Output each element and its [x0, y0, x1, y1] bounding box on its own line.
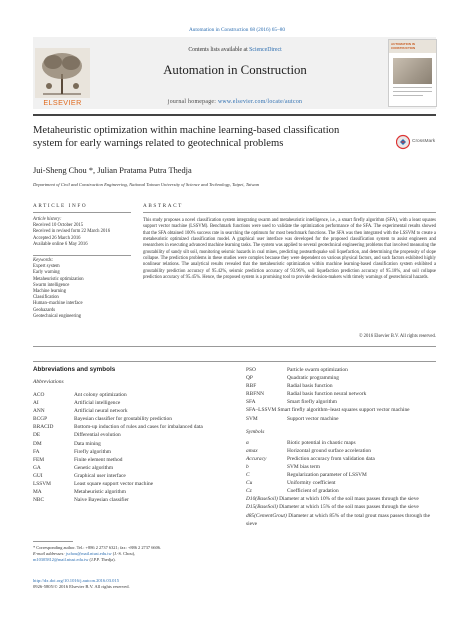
author-list: Jui-Sheng Chou *, Julian Pratama Putra Thedja	[33, 166, 192, 175]
abbreviation-entry: DM Data mining	[33, 440, 101, 447]
symbols-subheading: Symbols	[246, 428, 265, 435]
journal-reference[interactable]: Automation in Construction 68 (2016) 65–80	[188, 27, 286, 33]
contents-line: Contents lists available at ScienceDirect	[188, 47, 282, 53]
doi-link[interactable]: http://dx.doi.org/10.1016/j.autcon.2016.03.015	[33, 578, 120, 583]
header-rule	[33, 114, 436, 116]
abstract-heading: ABSTRACT	[143, 203, 183, 209]
abbreviation-entry: BCGP Bayesian classifier for groutability prediction	[33, 416, 172, 423]
abbreviation-entry: BRACID Bottom-up induction of rules and cases for imbalanced data	[33, 424, 203, 431]
keyword: Swarm intelligence	[33, 282, 70, 288]
sciencedirect-link[interactable]: ScienceDirect	[249, 47, 282, 53]
abbreviation-entry: DE Differential evolution	[33, 432, 121, 439]
footnote-rule	[33, 541, 73, 542]
abbreviation-entry: RBF Radial basis function	[246, 383, 333, 390]
publisher-name: ELSEVIER	[43, 98, 82, 107]
keyword: Classification	[33, 295, 59, 301]
email-link[interactable]: jschou@mail.ntust.edu.tw	[65, 551, 112, 556]
abbreviations-right-list	[246, 366, 436, 528]
keyword: Expert system	[33, 264, 60, 270]
cover-title: AUTOMATION IN CONSTRUCTION	[391, 42, 416, 50]
keyword: Geohazards	[33, 307, 56, 313]
elsevier-tree-logo	[35, 48, 90, 100]
symbol-entry: amax Horizontal ground surface acceleration	[246, 447, 371, 454]
keyword-list: Keywords: Expert system Early warning Metaheuristic optimization Swarm intelligence Machine learning Classification Human–machine interface Geohazards Geotechnical engineering	[33, 258, 133, 320]
abbreviation-entry: FEM Finite element method	[33, 456, 123, 463]
symbol-entry: b SVM bias term	[246, 463, 320, 470]
crossmark-label: CrossMark	[412, 139, 436, 144]
abbreviation-entry: QP Quadratic programming	[246, 375, 339, 382]
abbreviation-entry: RBFNN Radial basis function neural network	[246, 391, 367, 398]
corresponding-author-footnote: * Corresponding author. Tel.: +886 2 2737 6321; fax: +886 2 2737 6606. E-mail addresses: jschou@mail.ntust.edu.tw (J.-S. Chou), m10305812@mail.ntust.edu.tw (J.P.P. Thedja).	[33, 545, 162, 562]
abbreviation-entry: FA Firefly algorithm	[33, 448, 111, 455]
keyword: Metaheuristic optimization	[33, 276, 84, 282]
abbreviations-left-list	[33, 391, 238, 504]
keyword: Human–machine interface	[33, 301, 83, 307]
crossmark-badge[interactable]	[396, 134, 438, 150]
article-info-rule	[33, 212, 131, 213]
abstract-body: This study proposes a novel classification system integrating swarm and metaheuristic intelligence, i.e., a smart firefly algorithm (SFA), with a least squares support vector machine (LSSVM). Benchmark functions were used to validate the optimization performance of the SFA. The experimental results showed that the SFA obtained 100% success rate in searching the optimum for most benchmark functions. The SFA was then integrated with the LSSVM to create a metaheuristic optimized classification model. A graphical user interface was developed for the proposed classification system to assist engineers and researchers in executing advanced machine learning tasks. The system was applied to several geotechnical engineering problems that involved measuring the groutability of sandy silt soil, monitoring seismic hazards in coal mines, predicting postearthquake soil liquefaction, and determining the propensity of slope collapse. The prediction problems in these studies were complex because they were dependent on various physical factors, and such factors exhibited highly nonlinear relations. The analytical results revealed that the metaheuristic optimization within machine learning-based classification system exhibited a groutability prediction accuracy of 95.42%, seismic prediction accuracy of 93.96%, soil liquefaction prediction accuracy of 95.18%, and soil collapse prediction accuracy of 95.45%. Hence, the proposed system is a promising tool to provide decision-makers with timely warnings of geotechnical hazards.	[143, 218, 436, 281]
symbol-entry: d85(CementGrout) Diameter at which 85% of the total grout mass passes through the sieve	[246, 512, 430, 527]
article-info-heading: ARTICLE INFO	[33, 203, 88, 209]
article-history: Article history: Received 10 October 2015 Received in revised form 22 March 2016 Accepted 26 March 2016 Available online 6 May 2016	[33, 217, 111, 247]
abbreviation-entry: LSSVM Least square support vector machine	[33, 481, 154, 488]
author-affiliation: Department of Civil and Construction Engineering, National Taiwan University of Science and Technology, Taipei, Taiwan	[33, 182, 260, 187]
abstract-rule	[143, 212, 436, 213]
abstract-copyright: © 2016 Elsevier B.V. All rights reserved.	[358, 334, 436, 339]
doi-block: http://dx.doi.org/10.1016/j.autcon.2016.03.015 0926-5805/© 2016 Elsevier B.V. All rights reserved.	[33, 578, 130, 590]
symbol-entry: Accuracy Prediction accuracy from validation data	[246, 455, 375, 462]
symbol-entry: Cz Coefficient of gradation	[246, 488, 339, 495]
history-rule	[33, 255, 131, 256]
abbreviations-subheading: Abbreviations	[33, 379, 64, 385]
abbreviation-entry: ACO Ant colony optimization	[33, 392, 127, 398]
abbreviation-entry: SVM Support vector machine	[246, 415, 339, 422]
abbreviation-entry: SFA–LSSVM Smart firefly algorithm–least squares support vector machine	[246, 407, 410, 414]
abbreviations-top-rule	[33, 361, 436, 362]
symbol-entry: C Regularization parameter of LSSVM	[246, 472, 367, 479]
abbreviation-entry: ANN Artificial neural network	[33, 408, 128, 415]
symbol-entry: D15(BaseSoil) Diameter at which 15% of the soil mass passes through the sieve	[246, 504, 419, 511]
abbreviation-entry: NBC Naive Bayesian classifier	[33, 497, 129, 504]
abstract-bottom-rule	[33, 346, 436, 347]
journal-title: Automation in Construction	[163, 63, 307, 77]
abbreviations-heading: Abbreviations and symbols	[33, 366, 116, 373]
keyword: Geotechnical engineering	[33, 313, 82, 319]
abbreviation-entry: GA Genetic algorithm	[33, 464, 114, 471]
symbol-entry: D10(BaseSoil) Diameter at which 10% of the soil mass passes through the sieve	[246, 496, 419, 503]
abbreviation-entry: PSO Particle swarm optimization	[246, 367, 348, 373]
keyword: Machine learning	[33, 289, 66, 295]
journal-cover-thumbnail	[388, 39, 437, 107]
abbreviation-entry: SFA Smart firefly algorithm	[246, 399, 338, 406]
abbreviation-entry: AI Artificial intelligence	[33, 400, 121, 407]
homepage-link[interactable]: www.elsevier.com/locate/autcon	[217, 99, 303, 105]
article-title: Metaheuristic optimization within machine learning-based classification system for early warnings related to geotechnical problems	[33, 125, 340, 149]
symbol-entry: α Biotic potential in chaotic maps	[246, 439, 356, 446]
abbreviation-entry: MA Metaheuristic algorithm	[33, 489, 126, 496]
keyword: Early warning	[33, 270, 60, 276]
abbreviation-entry: GUI Graphical user interface	[33, 472, 126, 479]
symbol-entry: Cu Uniformity coefficient	[246, 480, 336, 487]
email-link[interactable]: m10305812@mail.ntust.edu.tw	[33, 557, 89, 562]
journal-homepage: journal homepage: www.elsevier.com/locate/autcon	[167, 99, 303, 105]
